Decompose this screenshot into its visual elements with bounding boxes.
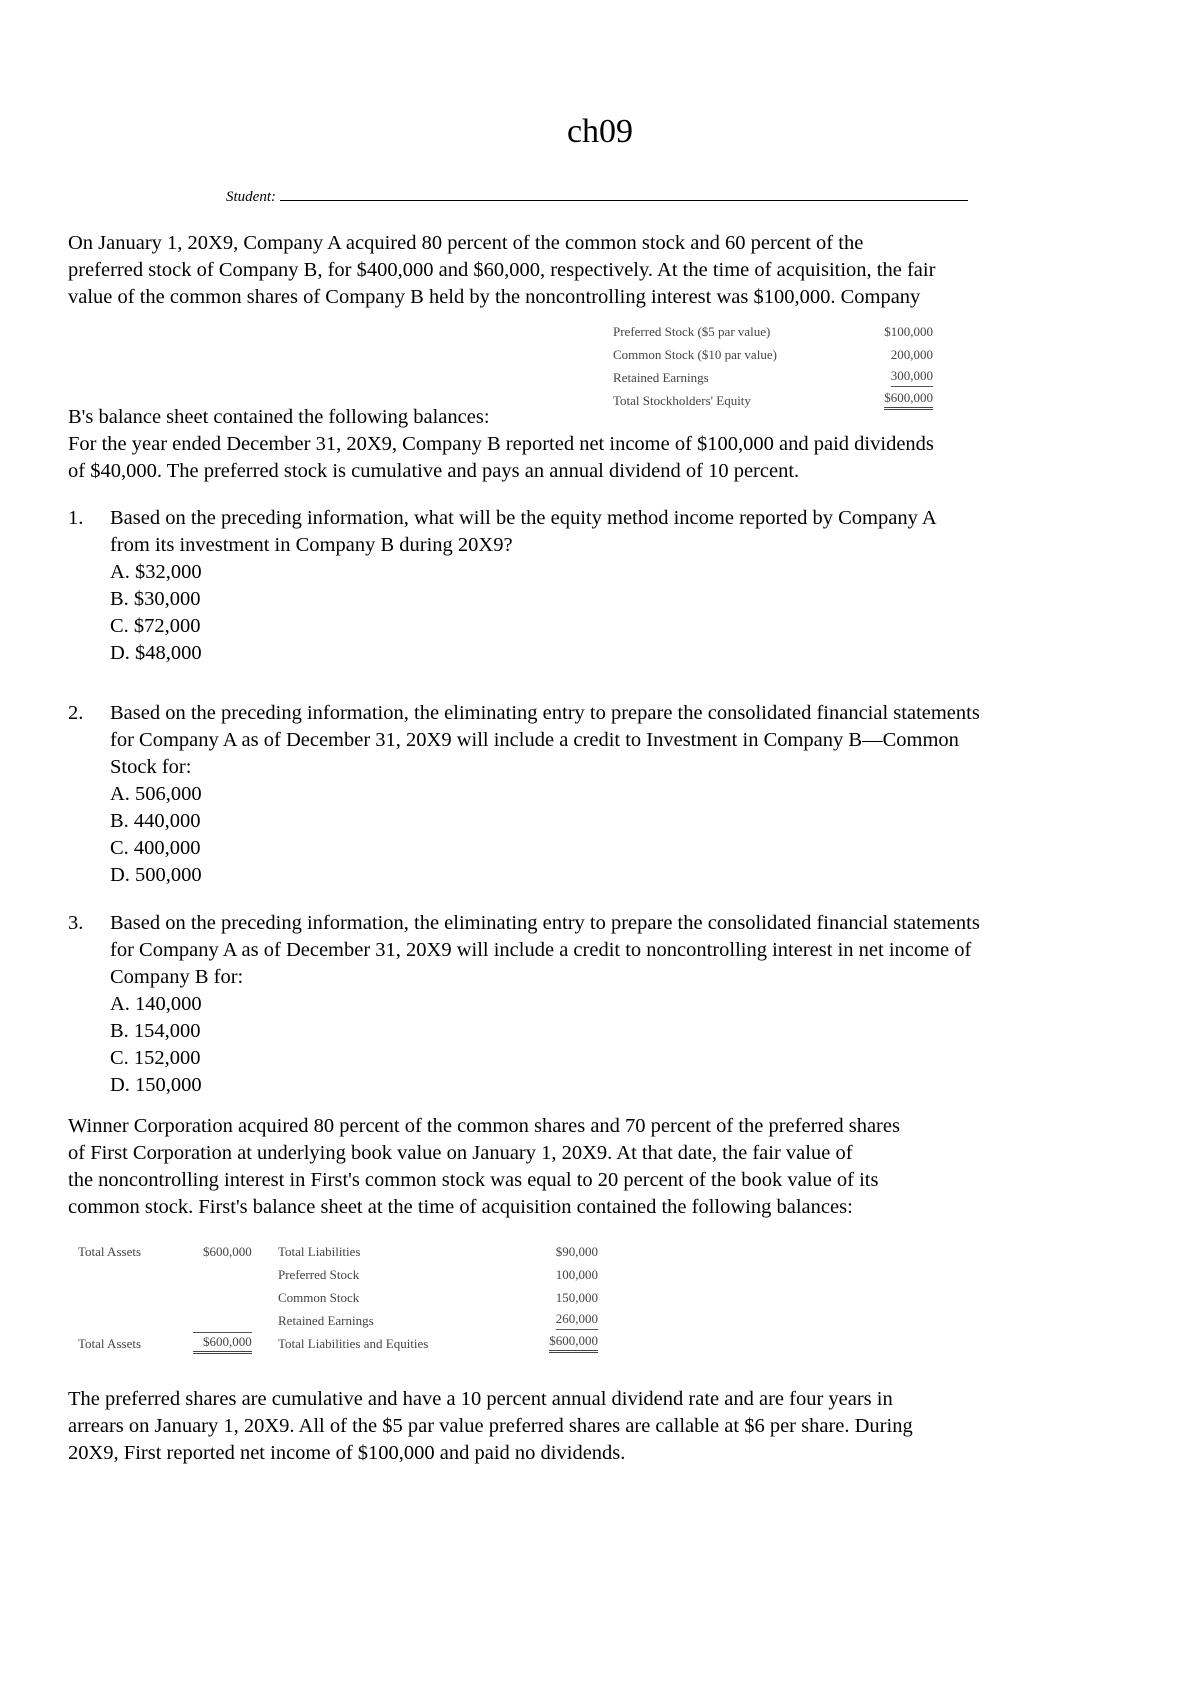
student-label: Student: bbox=[226, 189, 276, 205]
answer-option[interactable]: D. 500,000 bbox=[110, 864, 202, 886]
total-row-left-label: Total Assets bbox=[78, 1336, 142, 1351]
row-amount: $600,000 bbox=[884, 389, 933, 410]
question-3 bbox=[68, 910, 1158, 1099]
total-assets-label: Total Assets bbox=[78, 1244, 142, 1259]
answer-option[interactable]: D. 150,000 bbox=[110, 1074, 202, 1096]
question-text: for Company A as of December 31, 20X9 will include a credit to noncontrolling interest in net income of bbox=[110, 939, 972, 961]
row-label: Preferred Stock bbox=[278, 1267, 360, 1282]
total-assets-amount: $600,000 bbox=[203, 1244, 252, 1259]
question-text: Company B for: bbox=[110, 966, 244, 988]
answer-option[interactable]: A. $32,000 bbox=[110, 561, 202, 583]
question-text: from its investment in Company B during 20X9? bbox=[110, 534, 513, 556]
question-text: Based on the preceding information, the eliminating entry to prepare the consolidated financial statements bbox=[110, 702, 980, 724]
question-text: Based on the preceding information, what will be the equity method income reported by Company A bbox=[110, 507, 937, 529]
row-amount: $100,000 bbox=[884, 324, 933, 339]
scenario-2-closing bbox=[68, 1386, 1148, 1467]
question-text: for Company A as of December 31, 20X9 will include a credit to Investment in Company B—Common bbox=[110, 729, 959, 751]
row-label: Common Stock ($10 par value) bbox=[613, 347, 777, 362]
scenario-1-text bbox=[68, 230, 1148, 311]
scenario-1-line: value of the common shares of Company B held by the noncontrolling interest was $100,000. Company bbox=[68, 286, 921, 308]
row-amount: 300,000 bbox=[891, 366, 933, 387]
answer-option[interactable]: C. 400,000 bbox=[110, 837, 201, 859]
question-1 bbox=[68, 505, 1158, 667]
answer-option[interactable]: D. $48,000 bbox=[110, 642, 202, 664]
answer-option[interactable]: B. 154,000 bbox=[110, 1020, 201, 1042]
answer-option[interactable]: B. $30,000 bbox=[110, 588, 201, 610]
total-row-left-amount: $600,000 bbox=[193, 1332, 252, 1354]
row-amount: 260,000 bbox=[556, 1309, 598, 1330]
answer-option[interactable]: A. 140,000 bbox=[110, 993, 202, 1015]
row-amount: $90,000 bbox=[555, 1244, 598, 1259]
closing-line: 20X9, First reported net income of $100,000 and paid no dividends. bbox=[68, 1442, 626, 1464]
scenario-2-text bbox=[68, 1113, 1148, 1221]
scenario-1-line: preferred stock of Company B, for $400,000 and $60,000, respectively. At the time of acquisition, the fair bbox=[68, 259, 936, 281]
scenario-1-line: On January 1, 20X9, Company A acquired 80 percent of the common stock and 60 percent of the bbox=[68, 232, 864, 254]
question-text: Stock for: bbox=[110, 756, 192, 778]
row-label: Retained Earnings bbox=[613, 370, 709, 385]
answer-option[interactable]: C. $72,000 bbox=[110, 615, 201, 637]
question-2 bbox=[68, 700, 1158, 889]
question-number: 1. bbox=[68, 507, 84, 529]
answer-option[interactable]: B. 440,000 bbox=[110, 810, 201, 832]
page-title: ch09 bbox=[566, 113, 634, 150]
question-number: 2. bbox=[68, 702, 84, 724]
scenario-2-line: the noncontrolling interest in First's common stock was equal to 20 percent of the book value of its bbox=[68, 1169, 879, 1191]
total-row-right-amount: $600,000 bbox=[549, 1332, 598, 1353]
balance-sheet-table bbox=[78, 1240, 598, 1370]
scenario-1-line: B's balance sheet contained the following balances: bbox=[68, 406, 490, 428]
scenario-2-line: Winner Corporation acquired 80 percent of the common shares and 70 percent of the preferred shares bbox=[68, 1115, 900, 1137]
answer-option[interactable]: A. 506,000 bbox=[110, 783, 202, 805]
closing-line: arrears on January 1, 20X9. All of the $5 par value preferred shares are callable at $6 per share. During bbox=[68, 1415, 913, 1437]
row-amount: 100,000 bbox=[555, 1267, 598, 1282]
stockholders-equity-table bbox=[613, 320, 933, 412]
row-label: Preferred Stock ($5 par value) bbox=[613, 324, 771, 339]
table-row bbox=[613, 320, 933, 343]
closing-line: The preferred shares are cumulative and have a 10 percent annual dividend rate and are four years in bbox=[68, 1388, 893, 1410]
total-row-right-label: Total Liabilities and Equities bbox=[278, 1336, 429, 1351]
scenario-2-line: of First Corporation at underlying book value on January 1, 20X9. At that date, the fair value of bbox=[68, 1142, 853, 1164]
row-amount: 150,000 bbox=[555, 1290, 598, 1305]
scenario-1-line: For the year ended December 31, 20X9, Company B reported net income of $100,000 and paid dividends bbox=[68, 433, 934, 455]
scenario-1-continued bbox=[68, 404, 1148, 485]
question-text: Based on the preceding information, the eliminating entry to prepare the consolidated financial statements bbox=[110, 912, 980, 934]
table-row bbox=[613, 343, 933, 366]
answer-option[interactable]: C. 152,000 bbox=[110, 1047, 201, 1069]
row-label: Total Stockholders' Equity bbox=[613, 393, 751, 408]
scenario-1-line: of $40,000. The preferred stock is cumulative and pays an annual dividend of 10 percent. bbox=[68, 460, 800, 482]
row-label: Common Stock bbox=[278, 1290, 360, 1305]
scenario-2-line: common stock. First's balance sheet at the time of acquisition contained the following balances: bbox=[68, 1196, 853, 1218]
student-name-line bbox=[226, 186, 986, 207]
row-label: Retained Earnings bbox=[278, 1313, 374, 1328]
question-number: 3. bbox=[68, 912, 84, 934]
row-label: Total Liabilities bbox=[278, 1244, 361, 1259]
table-row bbox=[613, 366, 933, 389]
row-amount: 200,000 bbox=[890, 347, 933, 362]
student-name-blank bbox=[280, 186, 968, 201]
